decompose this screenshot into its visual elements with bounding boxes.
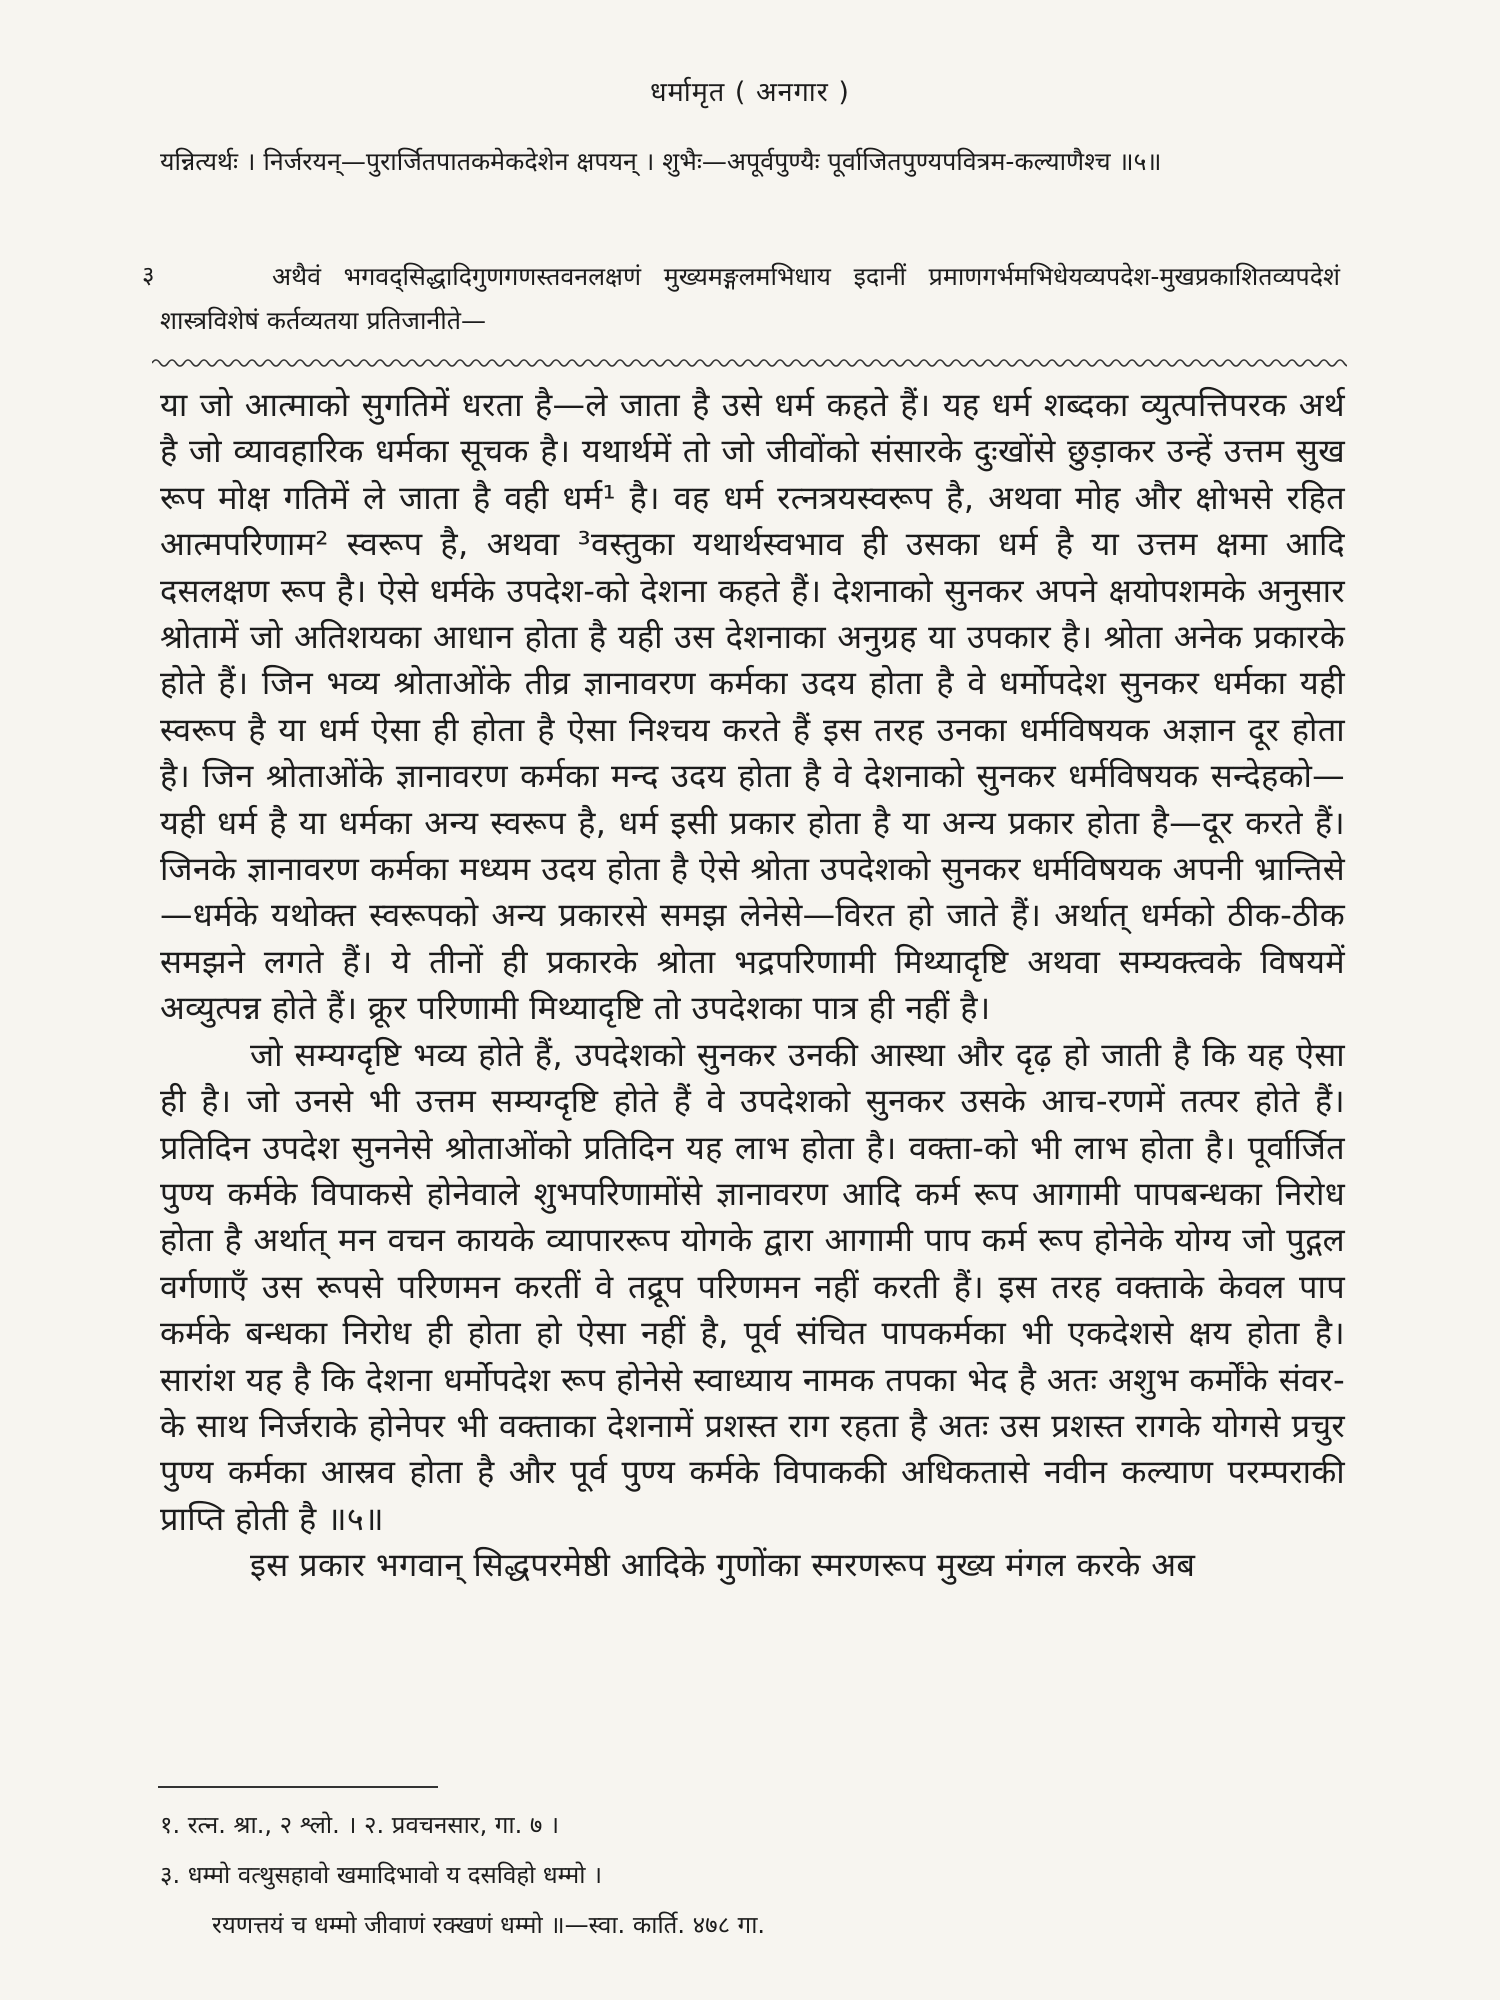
footnote: ३. धम्मो वत्थुसहावो खमादिभावो य दसविहो धम्मो । (160, 1861, 603, 1889)
sanskrit-commentary-paragraph: अथैवं भगवद्सिद्धादिगुणगणस्तवनलक्षणं मुख्यमङ्गलमभिधाय इदानीं प्रमाणगर्भमभिधेयव्यपदेश-मुखप्रकाशितव्यपदेशं शास्त्रविशेषं कर्तव्यतया प्रतिजानीते— (160, 262, 1340, 335)
paragraph: जो सम्यग्दृष्टि भव्य होते हैं, उपदेशको सुनकर उनकी आस्था और दृढ़ हो जाती है कि यह ऐसा ही है। जो उनसे भी उत्तम सम्यग्दृष्टि होते हैं वे उपदेशको सुनकर उसके आच-रणमें तत्पर होते हैं। प्रतिदिन उपदेश सुननेसे श्रोताओंको प्रतिदिन यह लाभ होता है। वक्ता-को भी लाभ होता है। पूर्वार्जित पुण्य कर्मके विपाकसे होनेवाले शुभपरिणामोंसे ज्ञानावरण आदि कर्म रूप आगामी पापबन्धका निरोध होता है अर्थात् मन वचन कायके व्यापाररूप योगके द्वारा आगामी पाप कर्म रूप होनेके योग्य जो पुद्गल वर्गणाएँ उस रूपसे परिणमन करतीं वे तद्रूप परिणमन नहीं करती हैं। इस तरह वक्ताके केवल पाप कर्मके बन्धका निरोध ही होता हो ऐसा नहीं है, पूर्व संचित पापकर्मका भी एकदेशसे क्षय होता है। सारांश यह है कि देशना धर्मोपदेश रूप होनेसे स्वाध्याय नामक तपका भेद है अतः अशुभ कर्मोंके संवर-के साथ निर्जराके होनेपर भी वक्ताका देशनामें प्रशस्त राग रहता है अतः उस प्रशस्त रागके योगसे प्रचुर पुण्य कर्मका आस्रव होता है और पूर्व पुण्य कर्मके विपाककी अधिकतासे नवीन कल्याण परम्पराकी प्राप्ति होती है ॥५॥ (160, 1035, 1345, 1538)
footnotes (160, 1800, 1340, 1950)
footnote-continuation: रयणत्तयं च धम्मो जीवाणं रक्खणं धम्मो ॥—स्वा. कार्ति. ४७८ गा. (212, 1911, 766, 1939)
footnote: १. रत्न. श्रा., २ श्लो. । २. प्रवचनसार, गा. ७ । (160, 1811, 560, 1839)
margin-line-number: ३ (142, 261, 155, 289)
wavy-divider (152, 355, 1347, 371)
footnote-separator (158, 1786, 438, 1788)
sanskrit-commentary-paragraph: यन्नित्यर्थः । निर्जरयन्—पुरार्जितपातकमेकदेशेन क्षपयन् । शुभैः—अपूर्वपुण्यैः पूर्वाजितपुण्यपवित्रम-कल्याणैश्च ॥५॥ (160, 147, 1162, 176)
paragraph: या जो आत्माको सुगतिमें धरता है—ले जाता है उसे धर्म कहते हैं। यह धर्म शब्दका व्युत्पत्तिपरक अर्थ है जो व्यावहारिक धर्मका सूचक है। यथार्थमें तो जो जीवोंको संसारके दुःखोंसे छुड़ाकर उन्हें उत्तम सुख रूप मोक्ष गतिमें ले जाता है वही धर्म¹ है। वह धर्म रत्नत्रयस्वरूप है, अथवा मोह और क्षोभसे रहित आत्मपरिणाम² स्वरूप है, अथवा ³वस्तुका यथार्थस्वभाव ही उसका धर्म है या उत्तम क्षमा आदि दसलक्षण रूप है। ऐसे धर्मके उपदेश-को देशना कहते हैं। देशनाको सुनकर अपने क्षयोपशमके अनुसार श्रोतामें जो अतिशयका आधान होता है यही उस देशनाका अनुग्रह या उपकार है। श्रोता अनेक प्रकारके होते हैं। जिन भव्य श्रोताओंके तीव्र ज्ञानावरण कर्मका उदय होता है वे धर्मोपदेश सुनकर धर्मका यही स्वरूप है या धर्म ऐसा ही होता है ऐसा निश्चय करते हैं इस तरह उनका धर्मविषयक अज्ञान दूर होता है। जिन श्रोताओंके ज्ञानावरण कर्मका मन्द उदय होता है वे देशनाको सुनकर धर्मविषयक सन्देहको—यही धर्म है या धर्मका अन्य स्वरूप है, धर्म इसी प्रकार होता है या अन्य प्रकार होता है—दूर करते हैं। जिनके ज्ञानावरण कर्मका मध्यम उदय होता है ऐसे श्रोता उपदेशको सुनकर धर्मविषयक अपनी भ्रान्तिसे—धर्मके यथोक्त स्वरूपको अन्य प्रकारसे समझ लेनेसे—विरत हो जाते हैं। अर्थात् धर्मको ठीक-ठीक समझने लगते हैं। ये तीनों ही प्रकारके श्रोता भद्रपरिणामी मिथ्यादृष्टि अथवा सम्यक्त्वके विषयमें अव्युत्पन्न होते हैं। क्रूर परिणामी मिथ्यादृष्टि तो उपदेशका पात्र ही नहीं है। (160, 386, 1345, 1028)
page-header: धर्मामृत ( अनगार ) (650, 77, 850, 108)
main-text (160, 382, 1345, 1589)
paragraph: इस प्रकार भगवान् सिद्धपरमेष्ठी आदिके गुणोंका स्मरणरूप मुख्य मंगल करके अब (250, 1546, 1196, 1585)
